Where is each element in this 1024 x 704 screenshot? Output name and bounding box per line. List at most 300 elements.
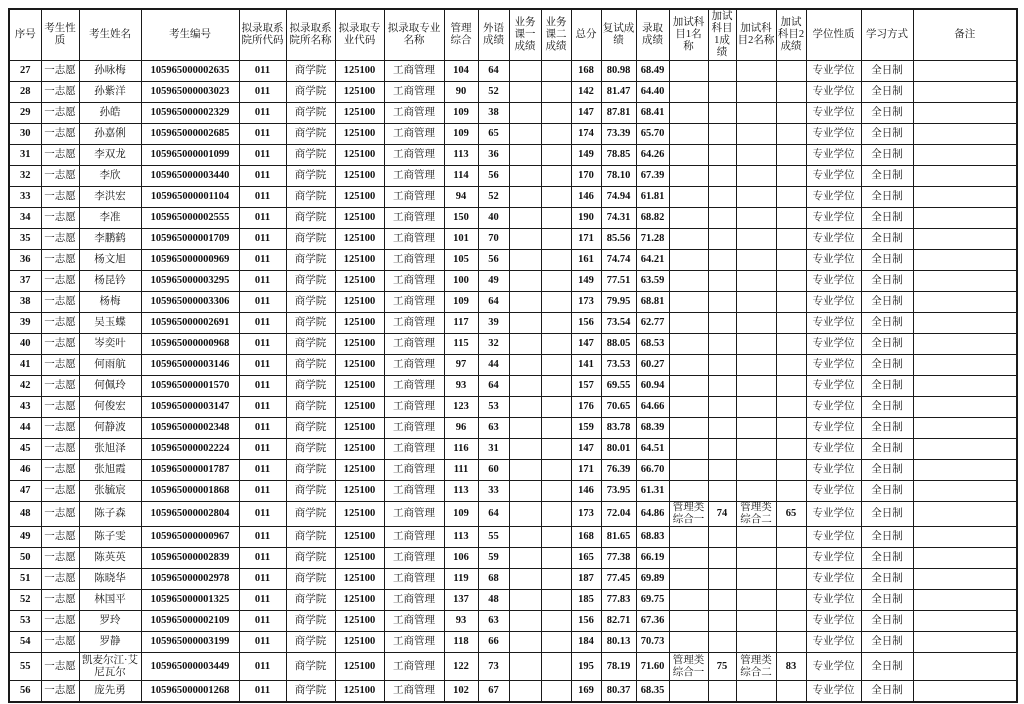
cell-candidate-name: 何雨航: [79, 355, 141, 376]
cell-study-mode: 全日制: [861, 250, 913, 271]
table-row: [9, 82, 1017, 103]
cell-total-score: 147: [571, 439, 601, 460]
cell-study-mode: 全日制: [861, 590, 913, 611]
cell-course2-score: [541, 271, 571, 292]
cell-study-mode: 全日制: [861, 376, 913, 397]
table-row: [9, 355, 1017, 376]
cell-extra-subject2-name: [736, 292, 776, 313]
cell-candidate-id: 105965000001787: [141, 460, 239, 481]
cell-admission-score: 64.51: [636, 439, 669, 460]
cell-major-name: 工商管理: [384, 502, 444, 527]
cell-retest-score: 77.83: [601, 590, 636, 611]
cell-total-score: 146: [571, 187, 601, 208]
cell-extra-subject1-score: [708, 590, 736, 611]
cell-extra-subject1-name: [669, 460, 708, 481]
cell-remarks: [913, 460, 1017, 481]
cell-retest-score: 77.38: [601, 548, 636, 569]
column-header-remarks: 备注: [913, 9, 1017, 61]
cell-extra-subject2-name: [736, 590, 776, 611]
cell-extra-subject2-name: [736, 61, 776, 82]
cell-candidate-id: 105965000002685: [141, 124, 239, 145]
cell-major-name: 工商管理: [384, 292, 444, 313]
cell-dept-code: 011: [239, 590, 286, 611]
cell-serial: 56: [9, 681, 41, 703]
table-row: [9, 166, 1017, 187]
cell-admission-score: 61.31: [636, 481, 669, 502]
cell-study-mode: 全日制: [861, 481, 913, 502]
cell-admission-score: 68.39: [636, 418, 669, 439]
cell-extra-subject2-score: [776, 527, 806, 548]
cell-study-mode: 全日制: [861, 548, 913, 569]
cell-course1-score: [509, 82, 541, 103]
cell-extra-subject1-name: [669, 250, 708, 271]
cell-foreign-lang-score: 64: [478, 502, 509, 527]
cell-foreign-lang-score: 55: [478, 527, 509, 548]
cell-dept-code: 011: [239, 103, 286, 124]
cell-extra-subject1-score: [708, 166, 736, 187]
cell-extra-subject2-score: [776, 292, 806, 313]
cell-extra-subject2-score: [776, 208, 806, 229]
cell-extra-subject1-score: [708, 611, 736, 632]
cell-candidate-id: 105965000003199: [141, 632, 239, 653]
cell-extra-subject2-name: [736, 145, 776, 166]
cell-foreign-lang-score: 59: [478, 548, 509, 569]
cell-admission-score: 64.21: [636, 250, 669, 271]
cell-major-name: 工商管理: [384, 632, 444, 653]
cell-extra-subject1-name: [669, 124, 708, 145]
cell-extra-subject1-score: [708, 250, 736, 271]
cell-admission-score: 65.70: [636, 124, 669, 145]
cell-total-score: 184: [571, 632, 601, 653]
cell-extra-subject1-name: [669, 397, 708, 418]
cell-dept-name: 商学院: [286, 481, 335, 502]
cell-extra-subject2-score: [776, 481, 806, 502]
cell-serial: 31: [9, 145, 41, 166]
cell-dept-code: 011: [239, 82, 286, 103]
cell-dept-name: 商学院: [286, 418, 335, 439]
cell-extra-subject1-score: [708, 292, 736, 313]
cell-extra-subject1-name: [669, 569, 708, 590]
cell-extra-subject2-name: [736, 250, 776, 271]
cell-candidate-type: 一志愿: [41, 229, 79, 250]
cell-management-score: 102: [444, 681, 478, 703]
cell-dept-name: 商学院: [286, 271, 335, 292]
cell-serial: 30: [9, 124, 41, 145]
cell-candidate-id: 105965000002109: [141, 611, 239, 632]
cell-management-score: 115: [444, 334, 478, 355]
cell-degree-type: 专业学位: [806, 208, 861, 229]
cell-extra-subject1-name: [669, 355, 708, 376]
cell-course1-score: [509, 208, 541, 229]
table-row: [9, 145, 1017, 166]
cell-candidate-type: 一志愿: [41, 653, 79, 681]
cell-foreign-lang-score: 40: [478, 208, 509, 229]
cell-candidate-type: 一志愿: [41, 355, 79, 376]
cell-extra-subject1-name: [669, 145, 708, 166]
cell-major-code: 125100: [335, 145, 384, 166]
cell-remarks: [913, 569, 1017, 590]
cell-extra-subject2-score: [776, 418, 806, 439]
cell-management-score: 111: [444, 460, 478, 481]
cell-major-name: 工商管理: [384, 611, 444, 632]
cell-course1-score: [509, 681, 541, 703]
column-header-course2-score: 业务课二成绩: [541, 9, 571, 61]
cell-dept-code: 011: [239, 611, 286, 632]
cell-foreign-lang-score: 64: [478, 61, 509, 82]
cell-management-score: 93: [444, 376, 478, 397]
table-row: [9, 313, 1017, 334]
cell-candidate-id: 105965000000967: [141, 527, 239, 548]
cell-major-code: 125100: [335, 460, 384, 481]
cell-candidate-id: 105965000003440: [141, 166, 239, 187]
column-header-admission-score: 录取成绩: [636, 9, 669, 61]
cell-dept-code: 011: [239, 271, 286, 292]
cell-serial: 36: [9, 250, 41, 271]
table-row: [9, 418, 1017, 439]
cell-course2-score: [541, 145, 571, 166]
cell-course1-score: [509, 229, 541, 250]
cell-study-mode: 全日制: [861, 124, 913, 145]
cell-dept-code: 011: [239, 250, 286, 271]
cell-course1-score: [509, 548, 541, 569]
cell-dept-name: 商学院: [286, 376, 335, 397]
cell-course1-score: [509, 481, 541, 502]
cell-study-mode: 全日制: [861, 460, 913, 481]
cell-major-name: 工商管理: [384, 590, 444, 611]
cell-extra-subject1-name: [669, 632, 708, 653]
cell-extra-subject2-name: [736, 460, 776, 481]
cell-major-code: 125100: [335, 292, 384, 313]
cell-degree-type: 专业学位: [806, 166, 861, 187]
cell-major-name: 工商管理: [384, 569, 444, 590]
cell-extra-subject1-name: [669, 208, 708, 229]
cell-remarks: [913, 376, 1017, 397]
cell-candidate-name: 李洪宏: [79, 187, 141, 208]
cell-dept-name: 商学院: [286, 653, 335, 681]
cell-major-name: 工商管理: [384, 250, 444, 271]
cell-retest-score: 79.95: [601, 292, 636, 313]
cell-course2-score: [541, 187, 571, 208]
cell-admission-score: 60.27: [636, 355, 669, 376]
cell-extra-subject1-score: [708, 145, 736, 166]
cell-total-score: 171: [571, 460, 601, 481]
cell-foreign-lang-score: 48: [478, 590, 509, 611]
cell-remarks: [913, 229, 1017, 250]
cell-extra-subject2-name: [736, 569, 776, 590]
cell-candidate-id: 105965000001268: [141, 681, 239, 703]
cell-foreign-lang-score: 70: [478, 229, 509, 250]
cell-extra-subject2-name: [736, 527, 776, 548]
cell-candidate-type: 一志愿: [41, 502, 79, 527]
cell-course1-score: [509, 124, 541, 145]
cell-course1-score: [509, 250, 541, 271]
cell-admission-score: 61.81: [636, 187, 669, 208]
cell-serial: 55: [9, 653, 41, 681]
cell-extra-subject1-score: 74: [708, 502, 736, 527]
cell-management-score: 109: [444, 103, 478, 124]
cell-foreign-lang-score: 73: [478, 653, 509, 681]
cell-retest-score: 74.74: [601, 250, 636, 271]
cell-serial: 53: [9, 611, 41, 632]
cell-major-code: 125100: [335, 376, 384, 397]
cell-dept-name: 商学院: [286, 632, 335, 653]
cell-dept-name: 商学院: [286, 355, 335, 376]
cell-candidate-type: 一志愿: [41, 590, 79, 611]
cell-course2-score: [541, 481, 571, 502]
cell-dept-name: 商学院: [286, 208, 335, 229]
cell-management-score: 116: [444, 439, 478, 460]
cell-retest-score: 78.10: [601, 166, 636, 187]
cell-study-mode: 全日制: [861, 334, 913, 355]
cell-major-code: 125100: [335, 166, 384, 187]
cell-dept-code: 011: [239, 632, 286, 653]
cell-extra-subject2-score: [776, 250, 806, 271]
cell-total-score: 170: [571, 166, 601, 187]
cell-extra-subject1-name: [669, 334, 708, 355]
cell-total-score: 190: [571, 208, 601, 229]
cell-candidate-name: 张旭泽: [79, 439, 141, 460]
cell-foreign-lang-score: 66: [478, 632, 509, 653]
cell-extra-subject1-score: [708, 681, 736, 703]
cell-course1-score: [509, 611, 541, 632]
cell-extra-subject1-score: [708, 124, 736, 145]
cell-dept-name: 商学院: [286, 460, 335, 481]
cell-extra-subject2-score: [776, 569, 806, 590]
cell-candidate-id: 105965000002635: [141, 61, 239, 82]
cell-total-score: 157: [571, 376, 601, 397]
cell-course2-score: [541, 61, 571, 82]
cell-major-name: 工商管理: [384, 397, 444, 418]
cell-retest-score: 77.45: [601, 569, 636, 590]
cell-extra-subject1-name: [669, 313, 708, 334]
cell-major-code: 125100: [335, 82, 384, 103]
cell-major-name: 工商管理: [384, 527, 444, 548]
column-header-total-score: 总分: [571, 9, 601, 61]
admission-results-table: [8, 8, 1018, 703]
cell-degree-type: 专业学位: [806, 681, 861, 703]
column-header-study-mode: 学习方式: [861, 9, 913, 61]
cell-admission-score: 68.82: [636, 208, 669, 229]
cell-foreign-lang-score: 52: [478, 187, 509, 208]
column-header-candidate-name: 考生姓名: [79, 9, 141, 61]
cell-major-code: 125100: [335, 653, 384, 681]
cell-extra-subject1-score: [708, 355, 736, 376]
table-row: [9, 548, 1017, 569]
cell-major-code: 125100: [335, 355, 384, 376]
cell-extra-subject1-name: [669, 82, 708, 103]
cell-study-mode: 全日制: [861, 187, 913, 208]
cell-management-score: 101: [444, 229, 478, 250]
column-header-serial: 序号: [9, 9, 41, 61]
cell-candidate-name: 何佩玲: [79, 376, 141, 397]
cell-management-score: 150: [444, 208, 478, 229]
cell-management-score: 113: [444, 527, 478, 548]
cell-remarks: [913, 439, 1017, 460]
cell-candidate-name: 吴玉蝶: [79, 313, 141, 334]
cell-extra-subject2-score: [776, 103, 806, 124]
column-header-course1-score: 业务课一成绩: [509, 9, 541, 61]
cell-total-score: 169: [571, 681, 601, 703]
cell-foreign-lang-score: 63: [478, 611, 509, 632]
cell-major-name: 工商管理: [384, 460, 444, 481]
cell-major-name: 工商管理: [384, 61, 444, 82]
cell-admission-score: 68.53: [636, 334, 669, 355]
cell-admission-score: 70.73: [636, 632, 669, 653]
cell-extra-subject1-score: [708, 439, 736, 460]
cell-foreign-lang-score: 52: [478, 82, 509, 103]
cell-admission-score: 69.75: [636, 590, 669, 611]
cell-remarks: [913, 418, 1017, 439]
cell-admission-score: 64.40: [636, 82, 669, 103]
cell-management-score: 94: [444, 187, 478, 208]
cell-foreign-lang-score: 63: [478, 418, 509, 439]
cell-dept-code: 011: [239, 548, 286, 569]
cell-foreign-lang-score: 65: [478, 124, 509, 145]
cell-extra-subject2-name: [736, 229, 776, 250]
cell-major-name: 工商管理: [384, 166, 444, 187]
cell-extra-subject2-score: [776, 548, 806, 569]
cell-candidate-type: 一志愿: [41, 124, 79, 145]
cell-admission-score: 64.66: [636, 397, 669, 418]
table-row: [9, 187, 1017, 208]
cell-serial: 50: [9, 548, 41, 569]
cell-foreign-lang-score: 68: [478, 569, 509, 590]
cell-serial: 35: [9, 229, 41, 250]
cell-remarks: [913, 548, 1017, 569]
cell-candidate-name: 何俊宏: [79, 397, 141, 418]
cell-total-score: 146: [571, 481, 601, 502]
cell-study-mode: 全日制: [861, 145, 913, 166]
cell-candidate-name: 张旭霞: [79, 460, 141, 481]
cell-candidate-name: 杨昆钤: [79, 271, 141, 292]
cell-dept-code: 011: [239, 527, 286, 548]
cell-course2-score: [541, 376, 571, 397]
cell-extra-subject2-name: [736, 313, 776, 334]
cell-management-score: 93: [444, 611, 478, 632]
cell-degree-type: 专业学位: [806, 569, 861, 590]
cell-course1-score: [509, 418, 541, 439]
cell-course1-score: [509, 271, 541, 292]
cell-remarks: [913, 632, 1017, 653]
cell-candidate-type: 一志愿: [41, 334, 79, 355]
cell-major-name: 工商管理: [384, 681, 444, 703]
column-header-management-score: 管理综合: [444, 9, 478, 61]
cell-management-score: 109: [444, 292, 478, 313]
cell-degree-type: 专业学位: [806, 590, 861, 611]
cell-dept-code: 011: [239, 334, 286, 355]
cell-candidate-type: 一志愿: [41, 632, 79, 653]
cell-foreign-lang-score: 53: [478, 397, 509, 418]
column-header-candidate-type: 考生性质: [41, 9, 79, 61]
cell-admission-score: 68.81: [636, 292, 669, 313]
cell-major-name: 工商管理: [384, 208, 444, 229]
cell-course1-score: [509, 527, 541, 548]
cell-retest-score: 70.65: [601, 397, 636, 418]
cell-admission-score: 69.89: [636, 569, 669, 590]
cell-extra-subject1-score: [708, 334, 736, 355]
cell-study-mode: 全日制: [861, 502, 913, 527]
cell-serial: 52: [9, 590, 41, 611]
cell-study-mode: 全日制: [861, 527, 913, 548]
cell-foreign-lang-score: 31: [478, 439, 509, 460]
cell-retest-score: 73.53: [601, 355, 636, 376]
cell-degree-type: 专业学位: [806, 418, 861, 439]
cell-extra-subject2-name: [736, 611, 776, 632]
cell-foreign-lang-score: 64: [478, 292, 509, 313]
cell-total-score: 161: [571, 250, 601, 271]
cell-retest-score: 74.94: [601, 187, 636, 208]
cell-candidate-id: 105965000001868: [141, 481, 239, 502]
cell-dept-code: 011: [239, 145, 286, 166]
cell-candidate-type: 一志愿: [41, 681, 79, 703]
table-row: [9, 502, 1017, 527]
cell-extra-subject2-name: [736, 166, 776, 187]
cell-degree-type: 专业学位: [806, 611, 861, 632]
cell-remarks: [913, 187, 1017, 208]
cell-study-mode: 全日制: [861, 418, 913, 439]
cell-remarks: [913, 250, 1017, 271]
cell-candidate-type: 一志愿: [41, 397, 79, 418]
column-header-candidate-id: 考生编号: [141, 9, 239, 61]
cell-extra-subject1-name: [669, 527, 708, 548]
cell-extra-subject1-name: [669, 61, 708, 82]
cell-major-name: 工商管理: [384, 481, 444, 502]
cell-retest-score: 78.85: [601, 145, 636, 166]
cell-dept-name: 商学院: [286, 611, 335, 632]
cell-management-score: 123: [444, 397, 478, 418]
cell-candidate-type: 一志愿: [41, 103, 79, 124]
cell-dept-name: 商学院: [286, 292, 335, 313]
cell-course1-score: [509, 569, 541, 590]
cell-course2-score: [541, 590, 571, 611]
cell-course2-score: [541, 611, 571, 632]
cell-major-code: 125100: [335, 229, 384, 250]
cell-degree-type: 专业学位: [806, 376, 861, 397]
cell-study-mode: 全日制: [861, 292, 913, 313]
cell-course2-score: [541, 166, 571, 187]
cell-admission-score: 71.60: [636, 653, 669, 681]
cell-extra-subject1-score: [708, 569, 736, 590]
cell-extra-subject1-name: [669, 681, 708, 703]
cell-remarks: [913, 145, 1017, 166]
cell-major-name: 工商管理: [384, 418, 444, 439]
cell-degree-type: 专业学位: [806, 334, 861, 355]
cell-major-name: 工商管理: [384, 334, 444, 355]
cell-management-score: 96: [444, 418, 478, 439]
cell-serial: 32: [9, 166, 41, 187]
cell-dept-code: 011: [239, 439, 286, 460]
cell-study-mode: 全日制: [861, 82, 913, 103]
cell-candidate-type: 一志愿: [41, 313, 79, 334]
cell-remarks: [913, 590, 1017, 611]
cell-extra-subject1-score: 75: [708, 653, 736, 681]
table-row: [9, 481, 1017, 502]
cell-extra-subject2-name: [736, 632, 776, 653]
cell-candidate-type: 一志愿: [41, 250, 79, 271]
cell-foreign-lang-score: 32: [478, 334, 509, 355]
cell-study-mode: 全日制: [861, 569, 913, 590]
cell-dept-name: 商学院: [286, 145, 335, 166]
cell-retest-score: 76.39: [601, 460, 636, 481]
cell-candidate-name: 李欣: [79, 166, 141, 187]
cell-dept-code: 011: [239, 460, 286, 481]
cell-degree-type: 专业学位: [806, 103, 861, 124]
cell-course2-score: [541, 527, 571, 548]
cell-remarks: [913, 611, 1017, 632]
cell-major-name: 工商管理: [384, 548, 444, 569]
cell-major-name: 工商管理: [384, 439, 444, 460]
cell-extra-subject2-score: [776, 271, 806, 292]
